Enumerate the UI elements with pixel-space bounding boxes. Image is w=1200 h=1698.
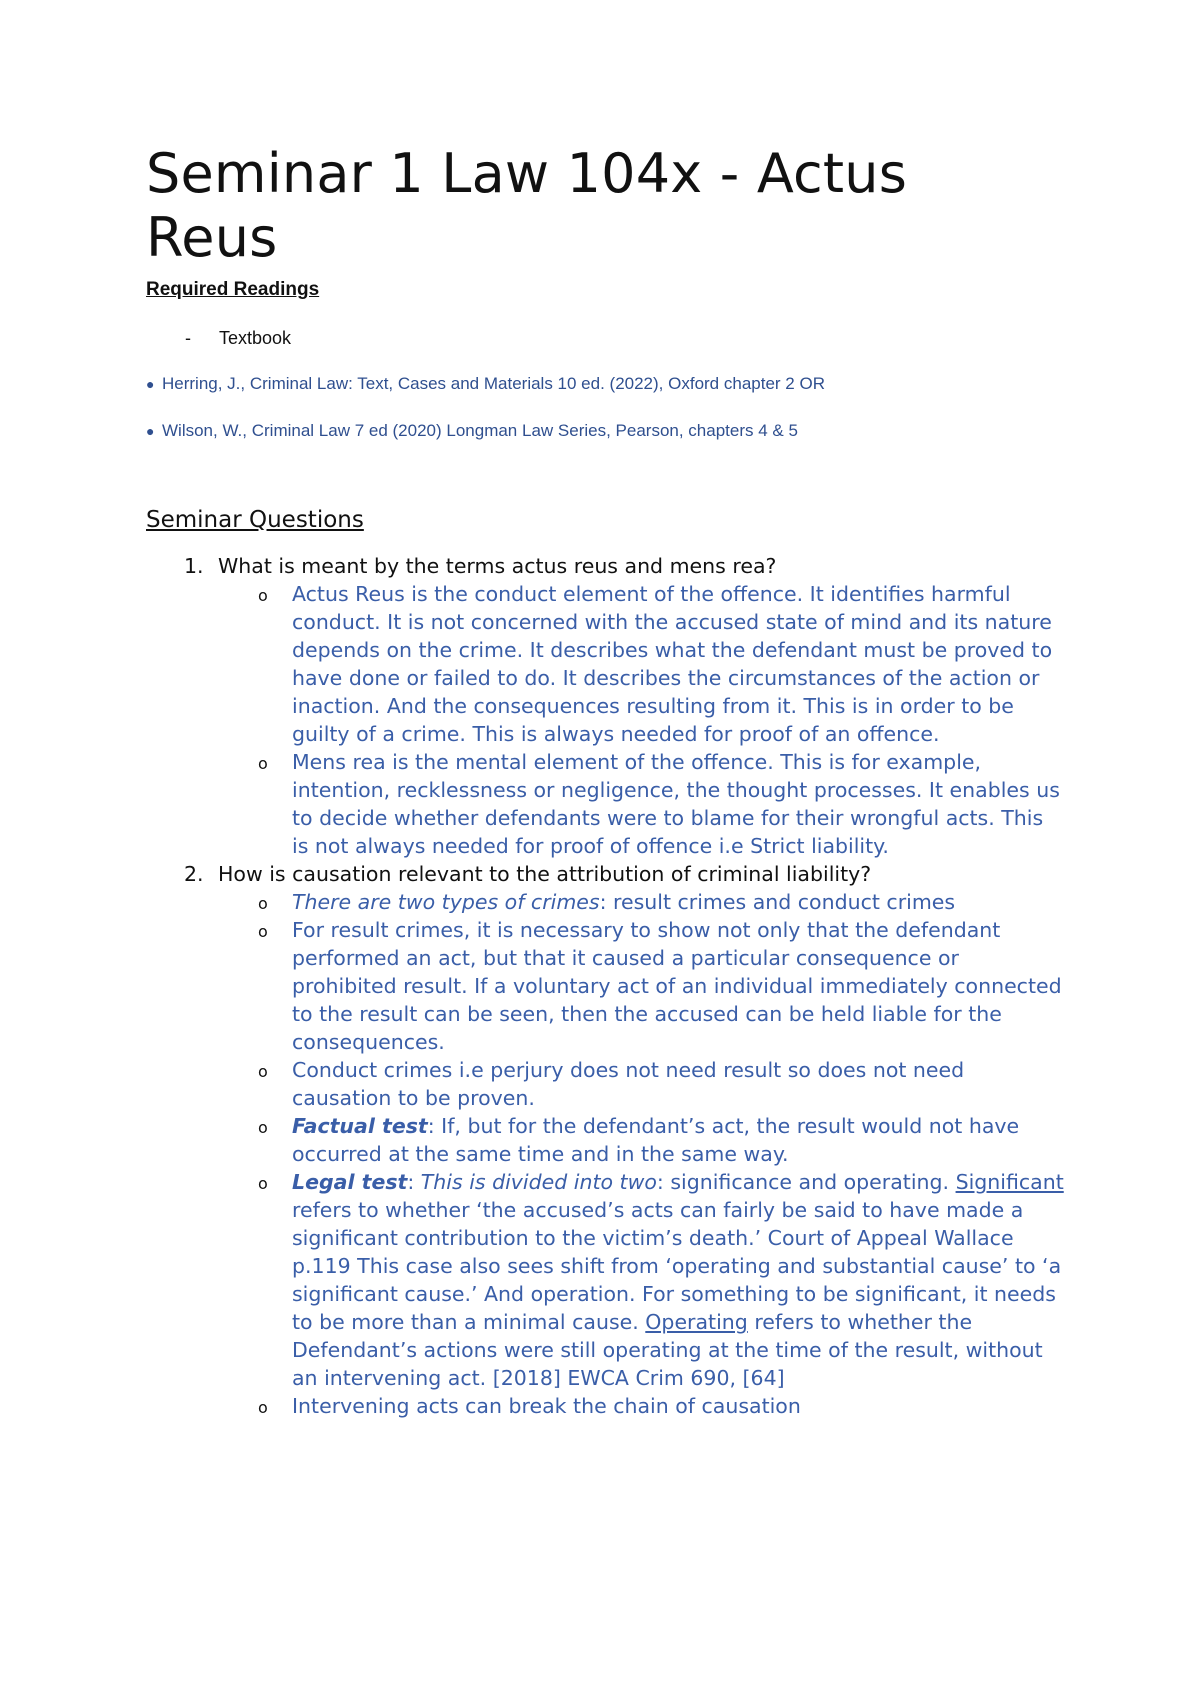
reference-text: Wilson, W., Criminal Law 7 ed (2020) Longman Law Series, Pearson, chapters 4 & 5 (162, 421, 798, 440)
question-text: What is meant by the terms actus reus and mens rea? (218, 554, 777, 578)
answer-text: Actus Reus is the conduct element of the offence. It identifies harmful conduct. It is not concerned with the accused state of mind and its nature depends on the crime. It describes what the defendant must be proved to have done or failed to do. It describes the circumstances of the action or inaction. And the consequences resulting from it. This is in order to be guilty of a crime. This is always needed for proof of an offence. (292, 582, 1053, 746)
question-item (146, 552, 1066, 580)
question-number: 1. (184, 554, 204, 578)
answer-italic-text: There are two types of crimes (292, 890, 600, 914)
answer-text: : (407, 1170, 421, 1194)
bullet-icon: ● (146, 376, 155, 392)
answer-text: refers to whether ‘the accused’s acts can fairly be said to have made a significant contribution to the victim’s death.’ Court of Appeal Wallace p.119 This case also sees shift from ‘operating and substantial cause’ to ‘a significant cause.’ And operation. For something to be significant, it needs to be more than a minimal cause. (292, 1198, 1062, 1334)
answer-item (146, 580, 1066, 748)
circle-bullet-icon: o (258, 1174, 268, 1193)
answer-italic-text: This is divided into two (420, 1170, 657, 1194)
answer-item (146, 1168, 1066, 1392)
required-readings-heading: Required Readings (146, 279, 320, 300)
circle-bullet-icon: o (258, 1062, 268, 1081)
reference-text: Herring, J., Criminal Law: Text, Cases and Materials 10 ed. (2022), Oxford chapter 2 OR (162, 374, 825, 393)
answer-item (146, 888, 1066, 916)
answer-text: : If, but for the defendant’s act, the result would not have occurred at the same time and in the same way. (292, 1114, 1020, 1166)
question-text: How is causation relevant to the attribution of criminal liability? (218, 862, 872, 886)
answer-item (146, 748, 1066, 860)
circle-bullet-icon: o (258, 1398, 268, 1417)
reading-reference (146, 421, 798, 441)
question-item (146, 860, 1066, 888)
answer-text: For result crimes, it is necessary to show not only that the defendant performed an act, but that it caused a particular consequence or prohibited result. If a voluntary act of an individual immediately connected to the result can be seen, then the accused can be held liable for the consequences. (292, 918, 1062, 1054)
answer-text: : significance and operating. (656, 1170, 956, 1194)
question-number: 2. (184, 862, 204, 886)
bullet-icon: ● (146, 423, 155, 439)
answer-item (146, 1392, 1066, 1420)
page-title: Seminar 1 Law 104x - Actus Reus (146, 142, 908, 269)
answer-text: Intervening acts can break the chain of causation (292, 1394, 801, 1418)
question-list (146, 552, 1066, 1420)
circle-bullet-icon: o (258, 894, 268, 913)
circle-bullet-icon: o (258, 586, 268, 605)
operating-term: Operating (645, 1310, 748, 1334)
answer-text: Mens rea is the mental element of the offence. This is for example, intention, recklessness or negligence, the thought processes. It enables us to decide whether defendants were to blame for their wrongful acts. This is not always needed for proof of offence i.e Strict liability. (292, 750, 1060, 858)
factual-test-label: Factual test (292, 1114, 428, 1138)
answer-item (146, 1112, 1066, 1168)
answer-text: : result crimes and conduct crimes (599, 890, 956, 914)
legal-test-label: Legal test (292, 1170, 408, 1194)
answer-text: refers to whether the Defendant’s actions were still operating at the time of the result, without an intervening act. [2018] EWCA Crim 690, [64] (292, 1310, 1043, 1390)
dash-bullet: - (185, 328, 191, 348)
answer-text: Conduct crimes i.e perjury does not need result so does not need causation to be proven. (292, 1058, 965, 1110)
answer-item (146, 916, 1066, 1056)
answer-item (146, 1056, 1066, 1112)
textbook-item (185, 328, 291, 349)
circle-bullet-icon: o (258, 1118, 268, 1137)
significant-term: Significant (955, 1170, 1064, 1194)
reading-reference (146, 374, 825, 394)
textbook-label: Textbook (219, 328, 292, 348)
circle-bullet-icon: o (258, 922, 268, 941)
circle-bullet-icon: o (258, 754, 268, 773)
seminar-questions-heading: Seminar Questions (146, 507, 364, 533)
answer-list (146, 888, 1066, 1420)
answer-list (146, 580, 1066, 860)
